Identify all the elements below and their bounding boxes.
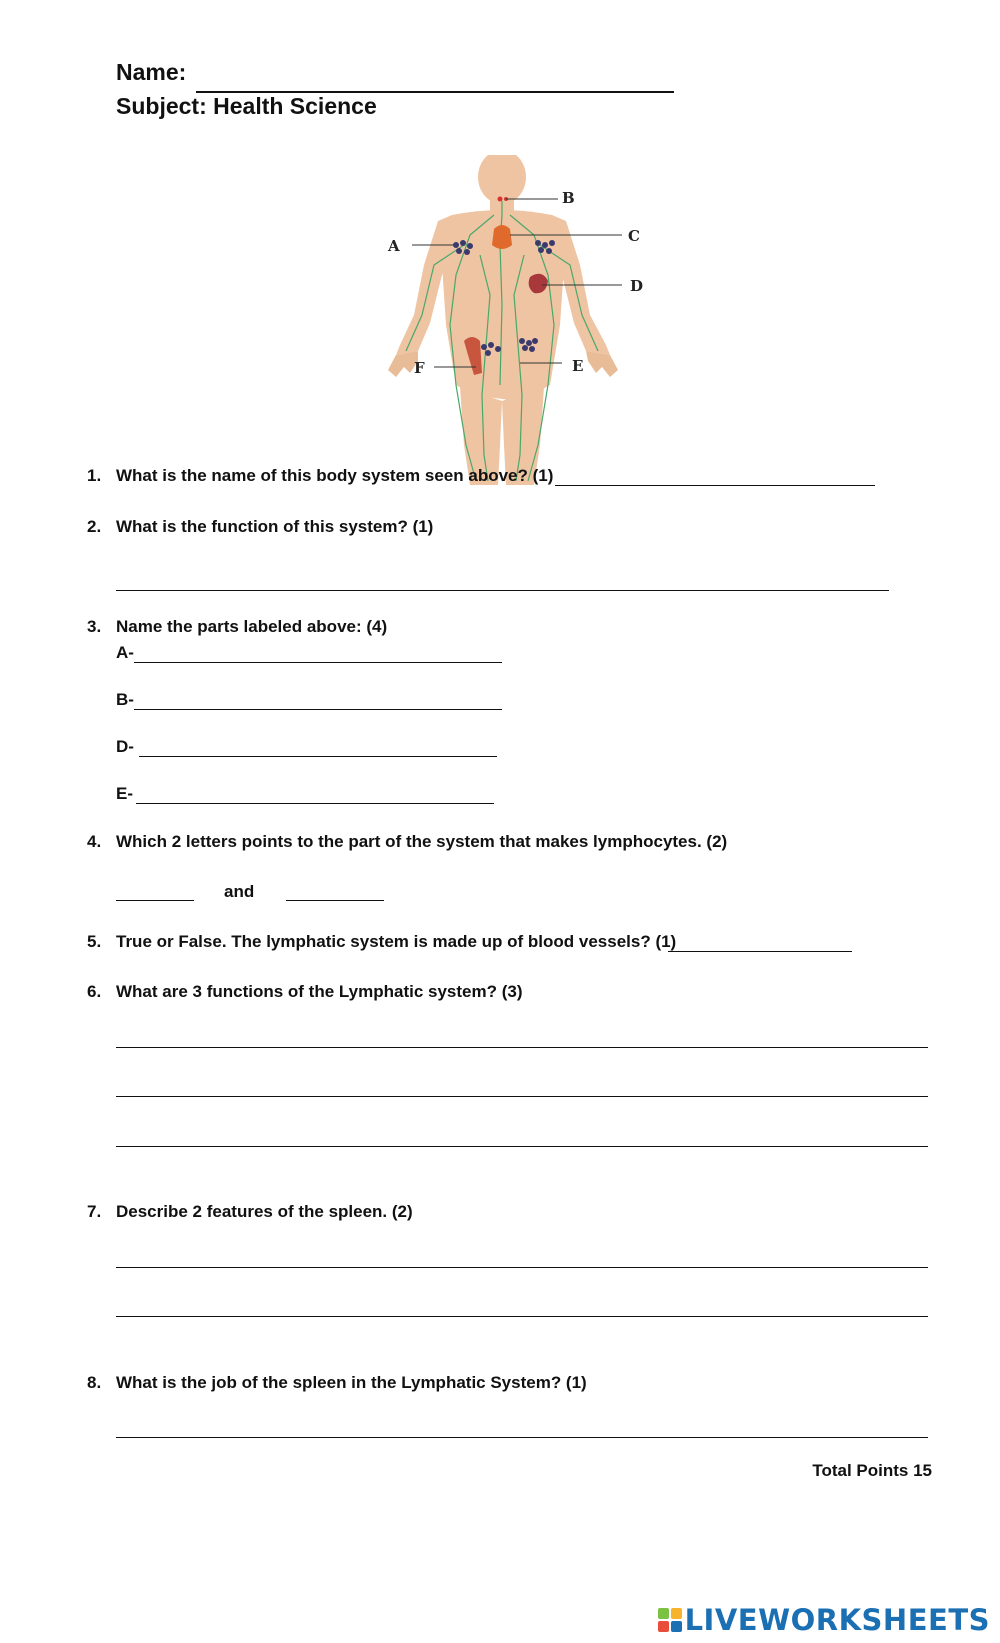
question-7-text: Describe 2 features of the spleen. (2) bbox=[116, 1202, 413, 1221]
question-2-text: What is the function of this system? (1) bbox=[116, 517, 434, 536]
question-6-text: What are 3 functions of the Lymphatic system? (3) bbox=[116, 982, 523, 1001]
liveworksheets-grid-icon bbox=[658, 1608, 682, 1632]
answer-5-line[interactable] bbox=[668, 951, 852, 952]
question-4-text: Which 2 letters points to the part of the system that makes lymphocytes. (2) bbox=[116, 832, 728, 851]
part-a-label: A- bbox=[116, 643, 134, 662]
diagram-label-e: E bbox=[572, 357, 584, 375]
diagram-label-d: D bbox=[630, 277, 644, 295]
question-1-text: What is the name of this body system seen above? (1) bbox=[116, 466, 554, 485]
body-figure bbox=[388, 155, 618, 485]
question-4-number: 4. bbox=[87, 832, 102, 851]
answer-6-line-2[interactable] bbox=[116, 1096, 928, 1097]
part-d-answer-line[interactable] bbox=[139, 756, 497, 757]
diagram-label-c: C bbox=[628, 227, 640, 245]
part-b-answer-line[interactable] bbox=[134, 709, 502, 710]
answer-6-line-3[interactable] bbox=[116, 1146, 928, 1147]
question-5-number: 5. bbox=[87, 932, 102, 951]
lymphatic-system-diagram bbox=[360, 155, 680, 485]
question-1-number: 1. bbox=[87, 466, 102, 485]
name-label: Name: bbox=[116, 59, 187, 85]
diagram-label-f: F bbox=[414, 359, 425, 377]
part-a-answer-line[interactable] bbox=[134, 662, 502, 663]
question-5-text: True or False. The lymphatic system is made up of blood vessels? (1) bbox=[116, 932, 677, 951]
answer-8-line[interactable] bbox=[116, 1437, 928, 1438]
part-d-label: D- bbox=[116, 737, 134, 756]
and-label: and bbox=[224, 882, 255, 901]
part-e-answer-line[interactable] bbox=[136, 803, 494, 804]
question-8-text: What is the job of the spleen in the Lymphatic System? (1) bbox=[116, 1373, 587, 1392]
diagram-label-a: A bbox=[388, 237, 400, 255]
answer-6-line-1[interactable] bbox=[116, 1047, 928, 1048]
question-3-text: Name the parts labeled above: (4) bbox=[116, 617, 388, 636]
answer-4-second-line[interactable] bbox=[286, 900, 384, 901]
question-8-number: 8. bbox=[87, 1373, 102, 1392]
answer-1-line[interactable] bbox=[555, 485, 875, 486]
question-7-number: 7. bbox=[87, 1202, 102, 1221]
question-2-number: 2. bbox=[87, 517, 102, 536]
total-points: Total Points 15 bbox=[812, 1461, 932, 1480]
tonsil-icon bbox=[498, 197, 503, 202]
part-e-label: E- bbox=[116, 784, 133, 803]
liveworksheets-brand-text: LIVEWORKSHEETS bbox=[684, 1603, 990, 1637]
answer-7-line-1[interactable] bbox=[116, 1267, 928, 1268]
answer-2-line[interactable] bbox=[116, 590, 889, 591]
subject-label: Subject: Health Science bbox=[116, 93, 377, 119]
answer-4-first-line[interactable] bbox=[116, 900, 194, 901]
liveworksheets-logo[interactable] bbox=[658, 1603, 990, 1637]
question-6-number: 6. bbox=[87, 982, 102, 1001]
answer-7-line-2[interactable] bbox=[116, 1316, 928, 1317]
question-3-number: 3. bbox=[87, 617, 102, 636]
part-b-label: B- bbox=[116, 690, 134, 709]
diagram-label-b: B bbox=[562, 189, 575, 207]
thymus-icon bbox=[492, 225, 512, 249]
